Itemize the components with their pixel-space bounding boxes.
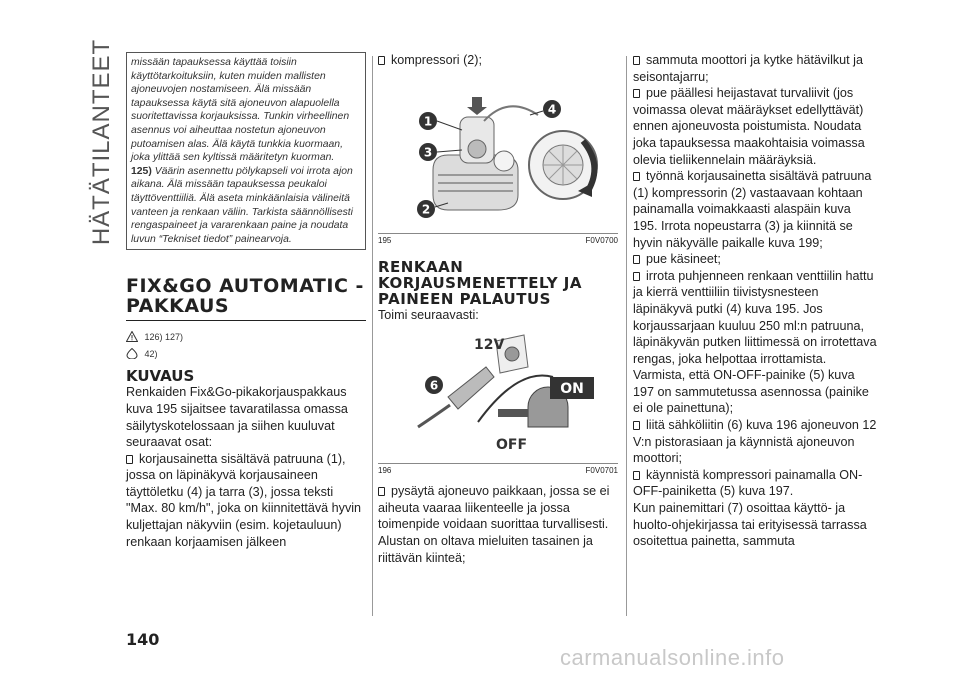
figure-code: F0V0700: [585, 235, 618, 245]
label-off: OFF: [496, 437, 528, 454]
list-item: korjausainetta sisältävä patruuna (1), jossa on läpinäkyvä korjausaineen täyttöletku (4) ja tarra (3), jossa teksti "Max. 80 km/h", joka on kiinnitettävä hyvin kuljettajan näkyviin (esim. kojetauluun) renkaan korjaamisen jälkeen: [126, 451, 362, 549]
description-paragraph: Renkaiden Fix&Go-pikakorjauspakkaus kuva 195 sijaitsee tavaratilassa omassa säilytyskotelossaan ja siihen kuuluvat seuraavat osat:: [126, 385, 348, 450]
label-on: ON: [560, 381, 584, 398]
section-heading-fixgo: FIX&GO AUTOMATIC -PAKKAUS: [126, 275, 364, 318]
bullet-icon: [633, 255, 640, 264]
list-item: sammuta moottori ja kytke hätävilkut ja seisontajarru;: [633, 53, 863, 84]
bullet-icon: [126, 455, 133, 464]
warning-ref-row-2: [126, 348, 366, 360]
fig195-label-4: 4: [547, 102, 557, 117]
list-item: pysäytä ajoneuvo paikkaan, jossa se ei aiheuta vaaraa liikenteelle ja jossa toimenpide voidaan suorittaa turvallisesti. Alustan on oltava mieluiten tasainen ja riittävän kiinteä;: [378, 484, 610, 565]
compressor-illustration: [378, 75, 618, 225]
fig195-label-3: 3: [423, 145, 433, 160]
figure-caption: [378, 463, 618, 475]
warning-text-a: missään tapauksessa käyttää toisiin käyttötarkoituksiin, kuten muiden mallisten ajoneuvojen nostamiseen. Älä missään tapauksessa käytä sitä ajoneuvon alapuolella suoritettavissa korjauksissa. Tunkin virheellinen asennus voi aiheuttaa nostetun ajoneuvon putoamisen alas. Älä käytä tunkkia kuormaan, joka ylittää sen kyltissä määritetyn kuorman.: [131, 57, 350, 164]
figure-code: F0V0701: [585, 466, 618, 476]
bullet-icon: [633, 89, 640, 98]
intro-text: Toimi seuraavasti:: [378, 307, 479, 322]
label-6: 6: [429, 378, 439, 393]
column-divider: [626, 56, 627, 616]
closing-paragraph: Kun painemittari (7) osoittaa käyttö- ja huolto-ohjekirjassa tai erityisessä tarrassa osoitettua painetta, sammuta: [633, 501, 867, 549]
list-item: pue päällesi heijastavat turvaliivit (jos voimassa olevat määräykset edellyttävät) ennen ajoneuvosta poistumista. Noudata joka tapauksessa maakohtaisia voimassa olevia tieliikennelain määräyksiä.: [633, 86, 865, 167]
bullet-icon: [378, 56, 385, 65]
figure-196: [378, 327, 618, 475]
plug-switch-illustration: [378, 327, 618, 455]
warning-text-b: Väärin asennettu pölykapseli voi irrota ajon aikana. Älä missään tapauksessa peukaloi täyttöventtiiliä. Älä aseta minkäänlaisia välineitä vanteen ja renkaan väliin. Tarkista säännöllisesti rengaspaineet ja vararenkaan paine ja noudata luvun “Tekniset tiedot” painearvoja.: [131, 165, 353, 245]
watermark: carmanualsonline.info: [560, 645, 785, 670]
figure-195: [378, 75, 618, 245]
column-2: [378, 52, 618, 566]
bullet-icon: [633, 471, 640, 480]
list-item: irrota puhjenneen renkaan venttiilin hattu ja kierrä venttiiliin tiivistysnesteen läpinäkyvä putki (4) kuva 195. Jos korjaussarjaan kuuluu 250 ml:n patruuna, läpinäkyvän putken liittimessä on irrotettava rengas, joka helpottaa irrottamista. Varmista, että ON-OFF-painike (5) kuva 197 on sammutetussa asennossa (painike ei ole painettuna);: [633, 268, 877, 416]
bullet-icon: [633, 421, 640, 430]
warning-ref-row-1: [126, 331, 366, 343]
warning-box: [126, 52, 366, 250]
bullet-icon: [633, 172, 640, 181]
fig195-label-1: 1: [423, 114, 433, 129]
list-item: kompressori (2);: [378, 52, 618, 69]
column-3: [633, 52, 878, 550]
warning-ref-text-2: 42): [144, 349, 158, 360]
figure-caption: [378, 233, 618, 245]
warning-number: 125): [131, 165, 152, 177]
section-title: HÄTÄTILANTEET: [88, 38, 115, 246]
fig195-label-2: 2: [421, 202, 431, 217]
label-12v: 12V: [474, 337, 505, 354]
column-1: [126, 52, 366, 550]
list-item: liitä sähköliitin (6) kuva 196 ajoneuvon 12 V:n pistorasiaan ja käynnistä ajoneuvon moottori;: [633, 418, 877, 466]
warning-ref-text-1: 126) 127): [144, 332, 184, 343]
attention-drop-icon: [126, 348, 138, 359]
section-heading-repair: RENKAAN KORJAUSMENETTELY JA PAINEEN PALAUTUS: [378, 257, 582, 308]
warning-triangle-icon: [126, 331, 138, 342]
list-item: työnnä korjausainetta sisältävä patruuna (1) kompressorin (2) vastaavaan kohtaan painamalla voimakkaasti alaspäin kuva 195. Irrota nopeustarra (3) ja kiinnitä se hyvin näkyvälle paikalle kuva 199;: [633, 169, 872, 250]
list-item: käynnistä kompressori painamalla ON-OFF-painiketta (5) kuva 197.: [633, 467, 863, 499]
subheading-kuvaus: KUVAUS: [126, 367, 195, 386]
figure-number: 196: [378, 466, 392, 476]
figure-number: 195: [378, 235, 392, 245]
bullet-icon: [633, 272, 640, 281]
page-number: 140: [126, 630, 160, 649]
column-divider: [372, 56, 373, 616]
bullet-icon: [378, 487, 385, 496]
bullet-icon: [633, 56, 640, 65]
list-item: pue käsineet;: [633, 251, 878, 268]
